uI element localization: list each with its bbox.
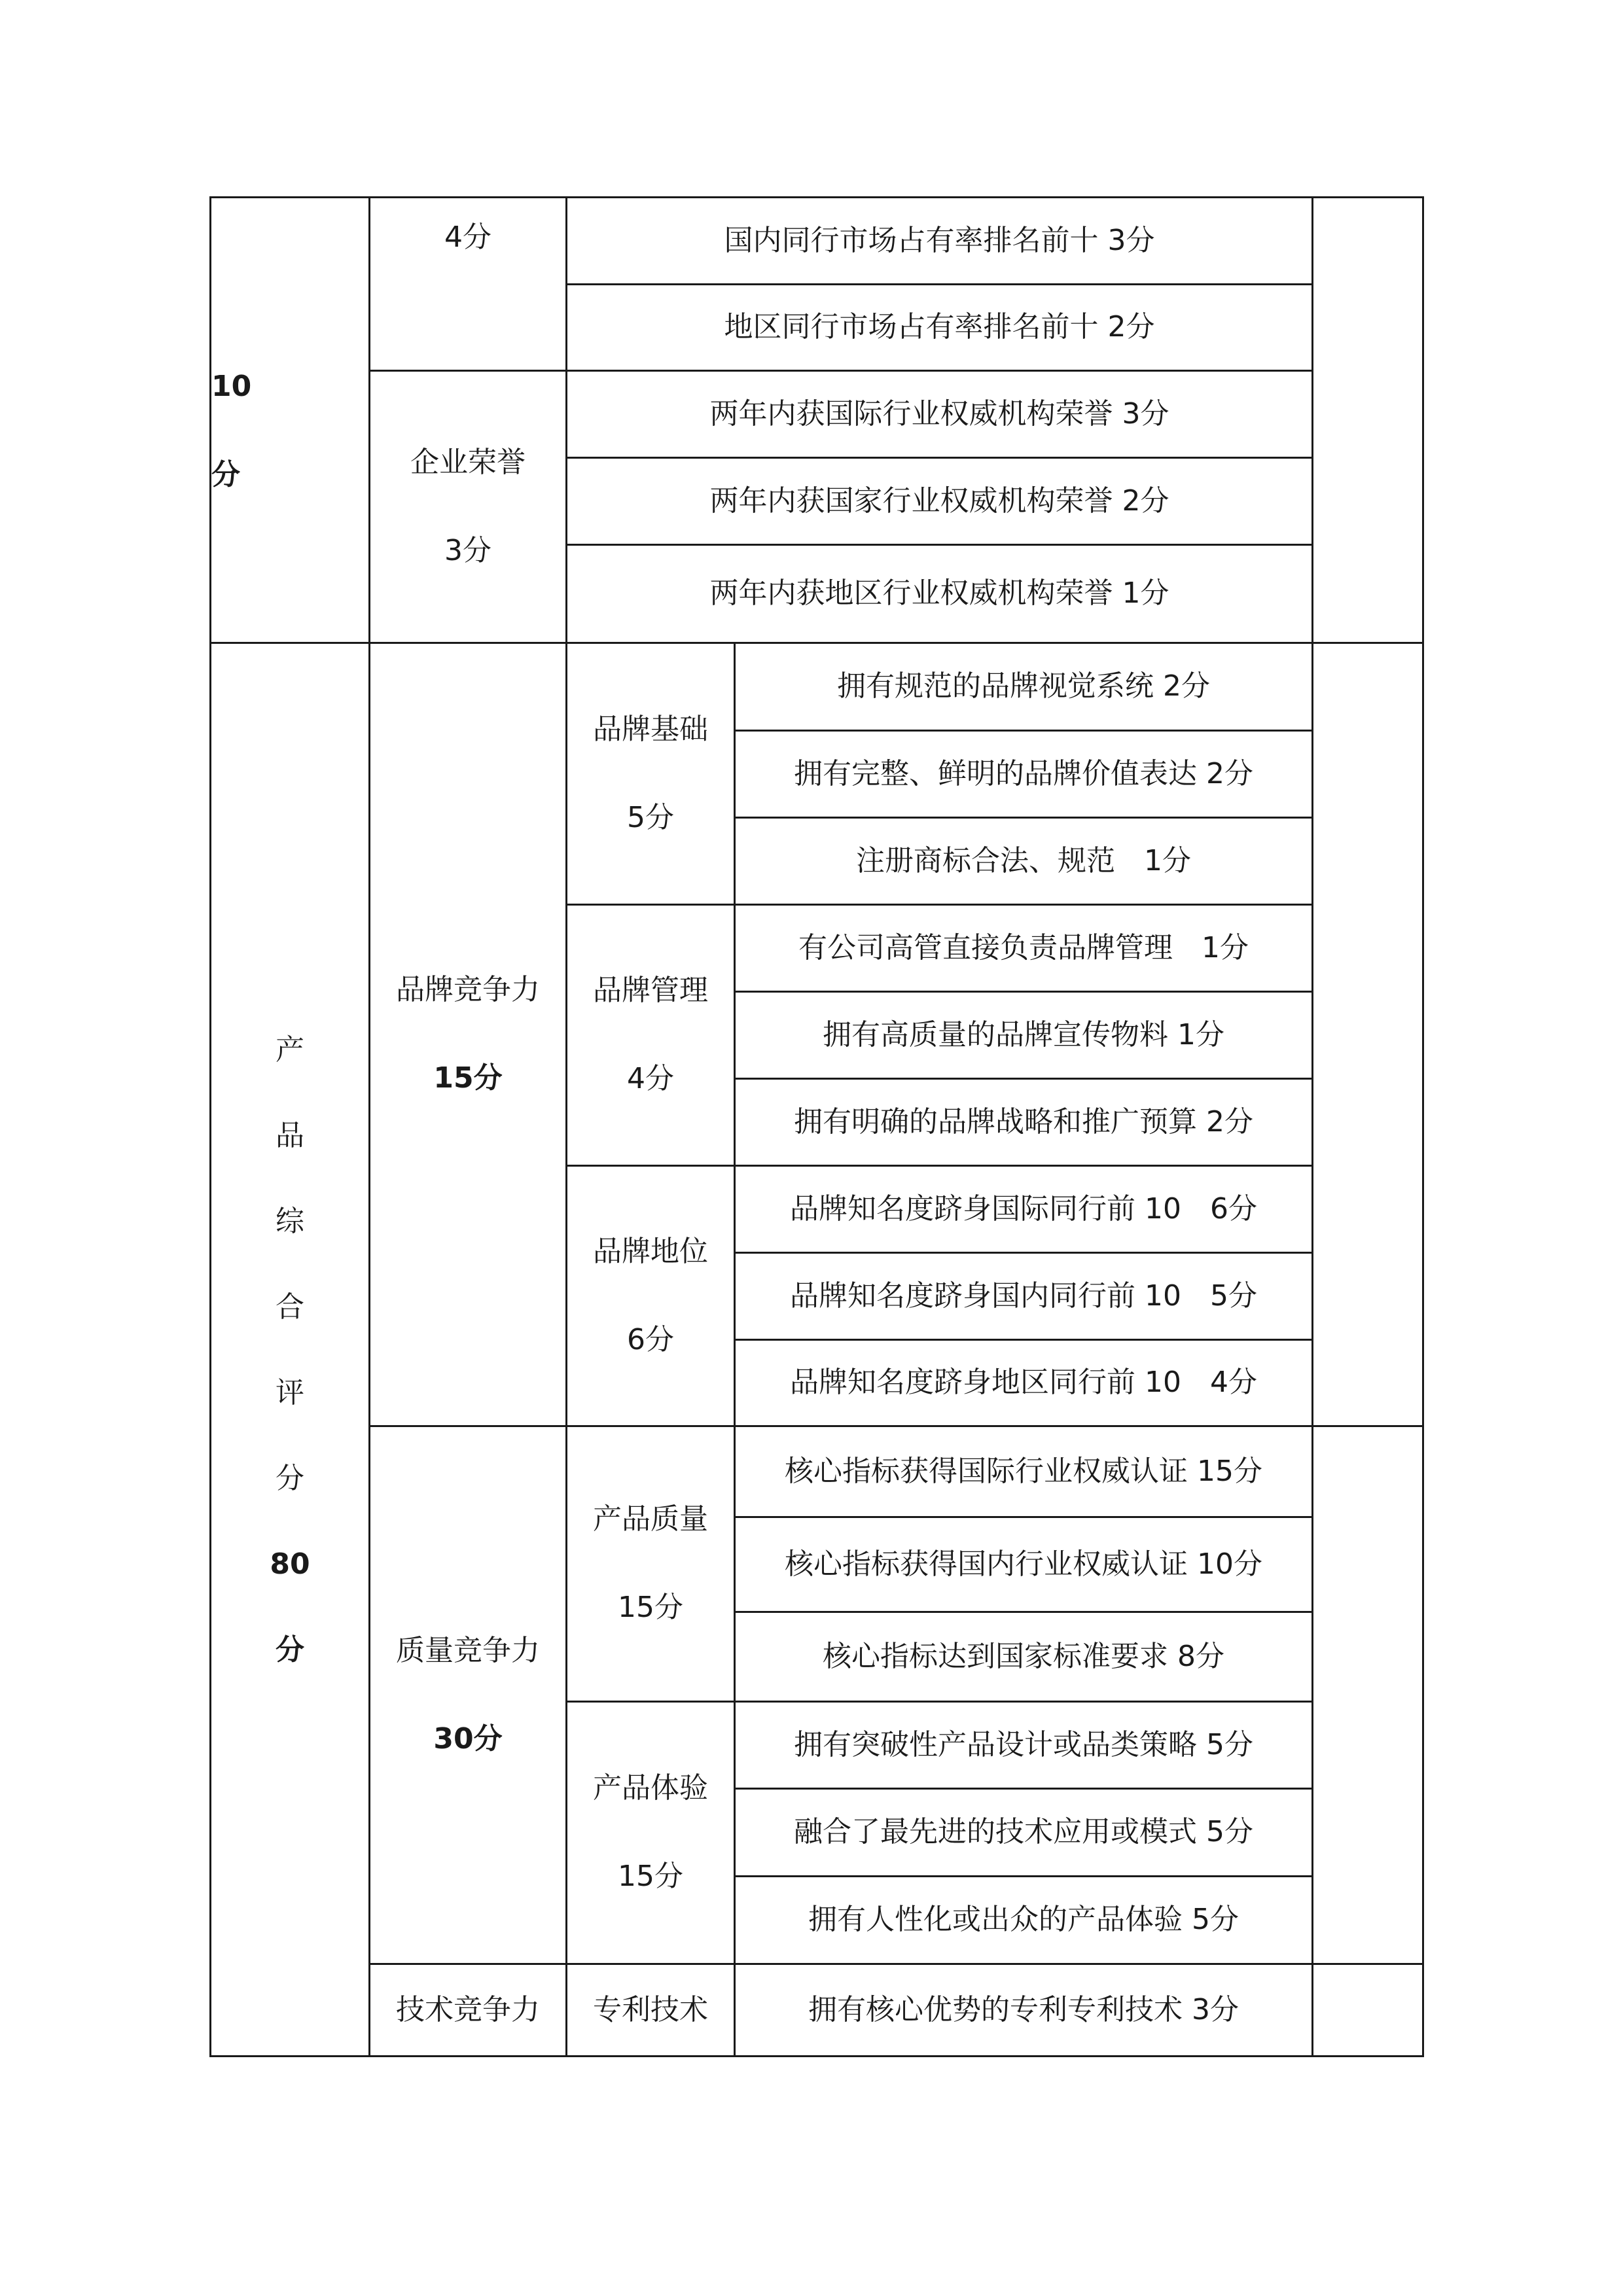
item-cell: 拥有高质量的品牌宣传物料 1分 [734, 991, 1313, 1080]
item-cell: 拥有完整、鲜明的品牌价值表达 2分 [734, 730, 1313, 819]
sub-criterion-cell: 品牌管理 4分 [565, 904, 736, 1167]
market-score-cell [368, 196, 567, 372]
blank-score-cell [1311, 1963, 1424, 2057]
honor-score: 3分 [444, 533, 491, 567]
brand-criterion-cell [368, 642, 567, 1427]
sub-criterion-cell: 专利技术 [565, 1963, 736, 2057]
brand-name: 品牌竞争力 [396, 973, 540, 1007]
item-cell: 拥有核心优势的专利专利技术 3分 [734, 1963, 1313, 2057]
sub-criterion-cell: 产品体验 15分 [565, 1701, 736, 1965]
item-cell: 核心指标获得国际行业权威认证 15分 [734, 1425, 1313, 1518]
sub-criterion-cell: 产品质量 15分 [565, 1425, 736, 1703]
blank-score-cell [1311, 196, 1424, 644]
sub-criterion-cell: 品牌基础 5分 [565, 642, 736, 906]
item-cell: 品牌知名度跻身国内同行前 10 5分 [734, 1252, 1313, 1341]
sub-criterion-cell: 品牌地位 6分 [565, 1165, 736, 1427]
item-cell: 核心指标获得国内行业权威认证 10分 [734, 1516, 1313, 1613]
quality-name: 质量竞争力 [396, 1633, 540, 1667]
total-score-number: 10 [211, 370, 252, 404]
product-total-cell: 产 品 综 合 评 分 80 分 [209, 642, 370, 2057]
brand-score: 15分 [433, 1061, 503, 1095]
honor-item: 两年内获地区行业权威机构荣誉 1分 [565, 544, 1313, 644]
item-cell: 有公司高管直接负责品牌管理 1分 [734, 904, 1313, 993]
honor-name: 企业荣誉 [410, 445, 526, 479]
honor-item: 两年内获国家行业权威机构荣誉 2分 [565, 457, 1313, 546]
item-cell: 注册商标合法、规范 1分 [734, 817, 1313, 906]
market-score: 4分 [444, 221, 491, 254]
item-cell: 品牌知名度跻身国际同行前 10 6分 [734, 1165, 1313, 1254]
blank-score-cell [1311, 642, 1424, 1427]
item-cell: 品牌知名度跻身地区同行前 10 4分 [734, 1339, 1313, 1427]
tech-criterion-cell: 技术竞争力 [368, 1963, 567, 2057]
quality-criterion-cell [368, 1425, 567, 1965]
quality-score: 30分 [433, 1722, 503, 1756]
honor-criterion-cell [368, 370, 567, 644]
total-score-cell [209, 196, 370, 644]
blank-score-cell [1311, 1425, 1424, 1965]
market-item: 地区同行市场占有率排名前十 2分 [565, 283, 1313, 372]
total-score-unit: 分 [211, 458, 240, 491]
market-item: 国内同行市场占有率排名前十 3分 [565, 196, 1313, 285]
honor-item: 两年内获国际行业权威机构荣誉 3分 [565, 370, 1313, 459]
item-cell: 拥有明确的品牌战略和推广预算 2分 [734, 1078, 1313, 1167]
item-cell: 拥有突破性产品设计或品类策略 5分 [734, 1701, 1313, 1790]
item-cell: 拥有人性化或出众的产品体验 5分 [734, 1875, 1313, 1965]
item-cell: 核心指标达到国家标准要求 8分 [734, 1611, 1313, 1703]
item-cell: 拥有规范的品牌视觉系统 2分 [734, 642, 1313, 732]
item-cell: 融合了最先进的技术应用或模式 5分 [734, 1788, 1313, 1877]
